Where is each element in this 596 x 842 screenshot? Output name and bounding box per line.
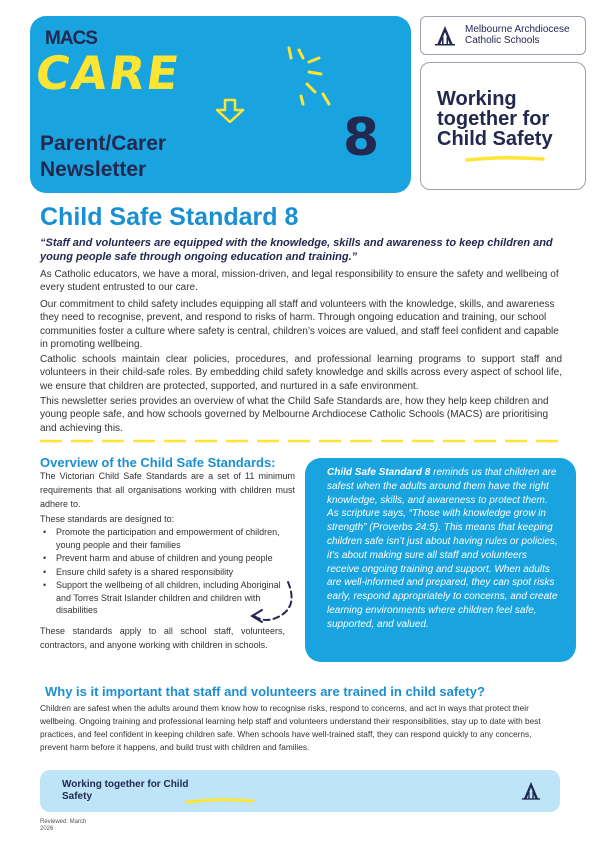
overview-apply: These standards apply to all school staff, volunteers, contractors, and anyone working with children in schools.: [40, 626, 285, 650]
list-item: • Ensure child safety is a shared responsibility: [40, 566, 290, 579]
down-arrow-icon: [217, 100, 243, 122]
newsletter-title: Parent/Carer Newsletter: [40, 132, 167, 181]
issue-number: 8: [343, 108, 380, 168]
standard-quote: “Staff and volunteers are equipped with the knowledge, skills and awareness to keep children and young people safe through ongoing education and training.”: [40, 237, 553, 263]
reviewed-line1: Reviewed: March: [40, 819, 87, 825]
footer-banner: [40, 770, 560, 812]
reviewed-line2: 2026: [40, 826, 54, 832]
logo-line1: Melbourne Archdiocese: [465, 24, 570, 35]
footer-tagline: [62, 779, 188, 803]
logo-text: [465, 24, 570, 46]
list-item: • Prevent harm and abuse of children and young people: [40, 552, 290, 565]
why-paragraph: Children are safest when the adults around them know how to recognise risks, respond to concerns, and act in ways that protect their wellbeing. Ongoing training and professional learning help staff and volunteers understand their responsibilities, stay up to date with best practices, and feel confident in keeping children safe. When schools have well-trained staff, they can respond quickly to any concerns, prevent harm before it happens, and build trust with children and families.: [40, 703, 541, 752]
page-title: Child Safe Standard 8: [40, 203, 299, 231]
header-banner: [30, 16, 411, 193]
footer-tagline-line2: Safety: [62, 791, 93, 802]
reviewed-date: [40, 819, 86, 833]
care-wordmark: CARE: [32, 46, 184, 100]
overview-intro: The Victorian Child Safe Standards are a set of 11 minimum requirements that all organisations working with children must adhere to.: [40, 471, 295, 509]
macs-logo-icon: [520, 781, 542, 801]
list-item: • Support the wellbeing of all children, including Aboriginal and Torres Strait Islander children and children with disabilities: [40, 579, 290, 617]
campaign-tagline: Working together for Child Safety: [437, 88, 553, 150]
decorative-rays-icon: [205, 40, 355, 140]
loop-arrow-icon: [236, 572, 306, 632]
footer-tagline-line1: Working together for Child: [62, 779, 189, 790]
intro-paragraph-4: This newsletter series provides an overview of what the Child Safe Standards are, how they help keep children and young people safe, and how schools governed by Melbourne Archdiocese Catholic Schools (MACS) are prioritising and achieving this.: [40, 396, 549, 434]
logo-line2: Catholic Schools: [465, 35, 540, 46]
macs-wordmark: MACS: [45, 28, 97, 49]
list-item: • Promote the participation and empowerment of children, young people and their families: [40, 526, 290, 551]
macs-logo-icon: [433, 25, 457, 47]
intro-paragraph-3: Catholic schools maintain clear policies, procedures, and professional learning programs to support staff and volunteers in their child-safe roles. By embedding child safety knowledge and skills across every aspect of school life, we ensure that children are protected, supported, and nurtured in a safe environment.: [40, 354, 562, 392]
yellow-underline-icon: [465, 155, 545, 163]
why-heading: Why is it important that staff and volunteers are trained in child safety?: [45, 684, 485, 699]
standard-8-callout: [305, 458, 576, 662]
yellow-dashed-divider: [40, 438, 560, 444]
intro-paragraph-2: Our commitment to child safety includes equipping all staff and volunteers with the knowledge, skills, and awareness they need to recognise, prevent, and respond to risks of harm. Through ongoing education and training, our school communities foster a culture where safety is central, children’s voices are valued, and staff feel confident and capable in promoting wellbeing.: [40, 299, 559, 350]
macs-logo-box: [420, 16, 586, 55]
overview-designed-label: These standards are designed to:: [40, 514, 175, 524]
callout-body: reminds us that children are safest when the adults around them have the right knowledge, skills, and awareness to protect them. As scripture says, “Those with knowledge grow in strength” (Proverbs 24:5). This means that keeping children safe isn’t just about having rules or policies, it’s about making sure all staff and volunteers receive ongoing training and support. When adults are well-informed and prepared, they can spot risks early, respond appropriately to concerns, and create learning environments where children feel safe, supported, and valued.: [327, 467, 558, 630]
callout-lead: Child Safe Standard 8: [327, 467, 431, 478]
campaign-box: [420, 62, 586, 190]
yellow-underline-icon: [185, 798, 255, 804]
intro-paragraph-1: As Catholic educators, we have a moral, mission-driven, and legal responsibility to ensure the safety and wellbeing of every student entrusted to our care.: [40, 269, 559, 294]
overview-heading: Overview of the Child Safe Standards:: [40, 455, 276, 470]
